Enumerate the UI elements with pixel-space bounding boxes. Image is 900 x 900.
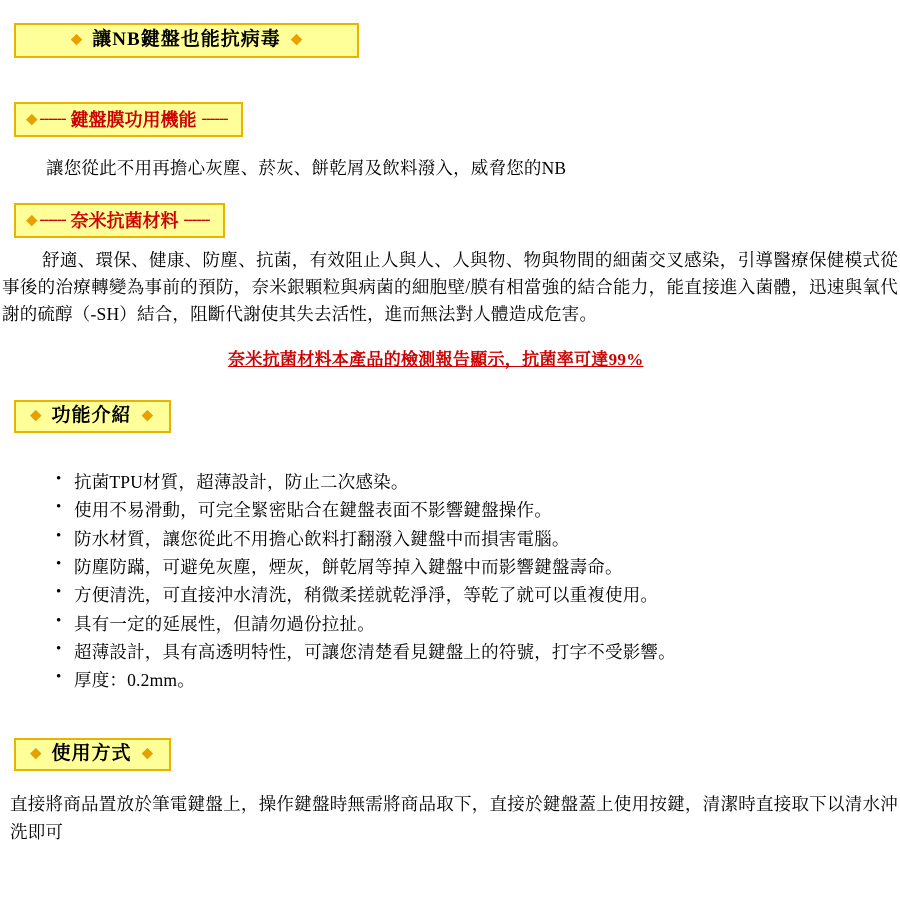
diamond-icon: ◆ [26, 212, 38, 229]
section-heading-keyboard-film [14, 102, 243, 137]
diamond-icon: ◆ [141, 407, 154, 424]
usage-banner-text: 使用方式 [51, 743, 132, 764]
diamond-icon: ◆ [141, 745, 154, 762]
list-item: • 具有一定的延展性，但請勿過份拉扯。 [52, 610, 882, 638]
diamond-icon: ◆ [30, 407, 42, 424]
section-heading-nano-antibacterial [14, 203, 225, 238]
dash-right: ------ [183, 211, 210, 228]
features-list [30, 468, 882, 695]
diamond-icon: ◆ [290, 31, 303, 48]
dash-right: ------ [201, 110, 228, 127]
title-banner [14, 23, 359, 58]
section-heading-text: 奈米抗菌材料 [70, 211, 179, 231]
antibacterial-rate-highlight: 奈米抗菌材料本產品的檢測報告顯示，抗菌率可達99% [228, 350, 644, 369]
title-banner-text: 讓NB鍵盤也能抗病毒 [92, 29, 281, 50]
diamond-icon: ◆ [30, 745, 42, 762]
list-item: • 方便清洗，可直接沖水清洗，稍微柔搓就乾淨淨，等乾了就可以重複使用。 [52, 581, 882, 609]
list-item: • 抗菌TPU材質，超薄設計，防止二次感染。 [52, 468, 882, 496]
diamond-icon: ◆ [70, 31, 83, 48]
features-banner-text: 功能介紹 [51, 405, 132, 426]
dash-left: ------ [39, 211, 66, 228]
usage-banner [14, 738, 171, 771]
features-banner [14, 400, 171, 433]
list-item: • 防塵防蹣，可避免灰塵，煙灰，餅乾屑等掉入鍵盤中而影響鍵盤壽命。 [52, 553, 882, 581]
section-body-nano-antibacterial: 舒適、環保、健康、防塵、抗菌，有效阻止人與人、人與物、物與物間的細菌交叉感染，引導醫療保健模式從事後的治療轉變為事前的預防，奈米銀顆粒與病菌的細胞壁/膜有相當強的結合能力，能直接進入菌體，迅速與氧代謝的硫醇（-SH）結合，阻斷代謝使其失去活性，進而無法對人體造成危害。 [2, 250, 898, 325]
dash-left: ------ [39, 110, 66, 127]
list-item: • 超薄設計，具有高透明特性，可讓您清楚看見鍵盤上的符號，打字不受影響。 [52, 638, 882, 666]
usage-text: 直接將商品置放於筆電鍵盤上，操作鍵盤時無需將商品取下，直接於鍵盤蓋上使用按鍵，清潔時直接取下以清水沖洗即可 [10, 794, 898, 842]
section-body-keyboard-film: 讓您從此不用再擔心灰塵、菸灰、餅乾屑及飲料潑入，威脅您的NB [46, 158, 567, 178]
section-heading-text: 鍵盤膜功用機能 [70, 110, 197, 130]
list-item: • 防水材質，讓您從此不用擔心飲料打翻潑入鍵盤中而損害電腦。 [52, 525, 882, 553]
list-item: • 使用不易滑動，可完全緊密貼合在鍵盤表面不影響鍵盤操作。 [52, 496, 882, 524]
diamond-icon: ◆ [26, 111, 38, 128]
list-item: • 厚度：0.2mm。 [52, 666, 882, 694]
